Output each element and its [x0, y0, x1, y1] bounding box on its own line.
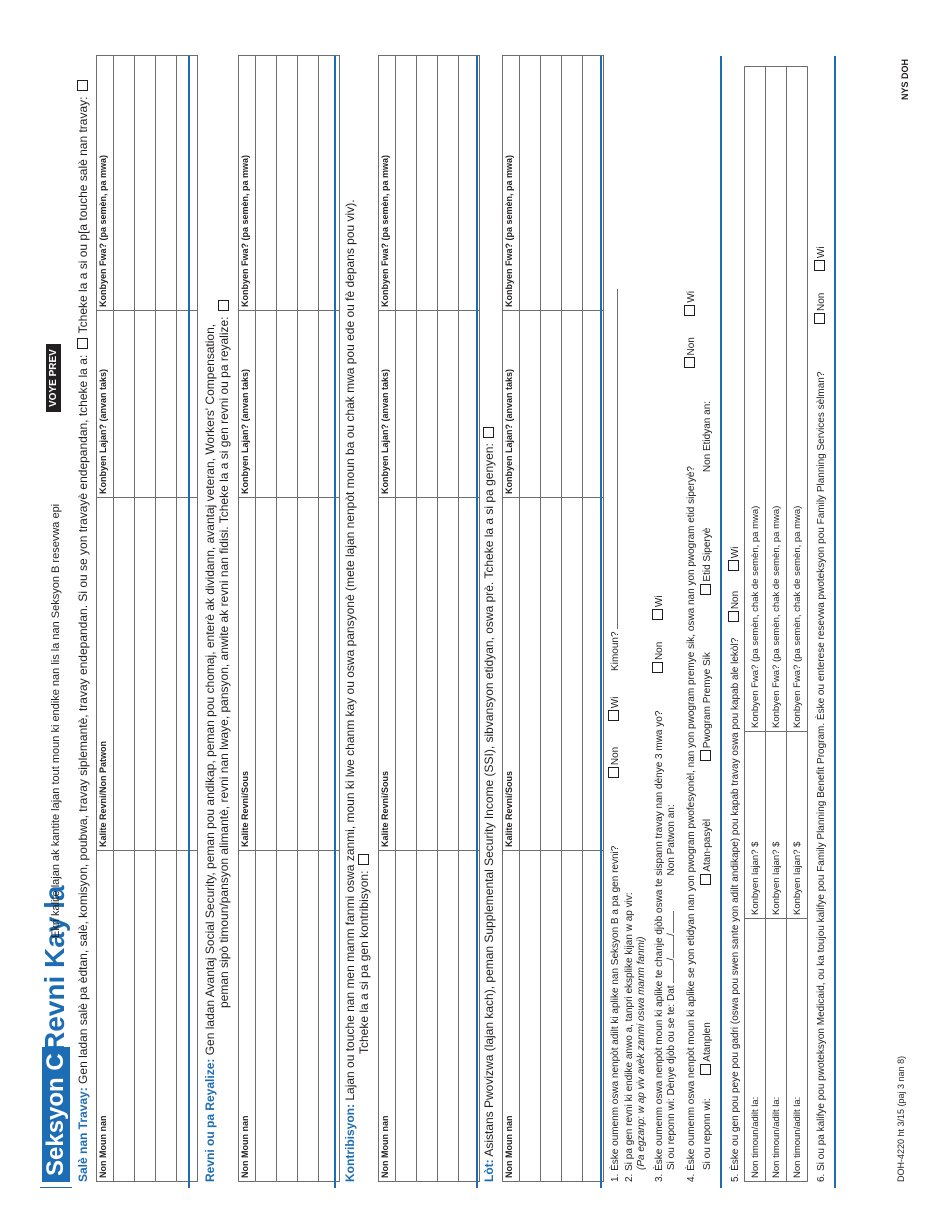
other-checkbox[interactable]: [483, 427, 494, 438]
agency-label: NYS DOH: [900, 58, 910, 100]
self-employed-checkbox[interactable]: [77, 338, 88, 349]
table-row: [438, 56, 459, 1182]
contributions-description: Lajan ou touche nan men manm fanmi oswa zanmi, moun ki lwe chanm kay ou oswa pansyonè (mete lajan nenpòt moun ba ou chak mwa pou ede ou fè depans pou viv).: [343, 199, 357, 1101]
question-5: 5. Èske ou gen pou peye pou gadri (oswa pou swen sante yon adilt andikape) pou kapab travay oswa pou kapab ale lekòl? Non Wi: [730, 546, 741, 1182]
col-amount: Konbyen Lajan? (anvan taks): [503, 311, 520, 498]
table-row: Non timoun/adilt la: Konbyen lajan? $ Konbyen Fwa? (pa semèn, chak de semèn, pa mwa): [745, 67, 766, 1182]
question-3-followup: Si ou reponn wi: Dènye djòb ou se te: Dat // Non Patwon an:: [666, 804, 677, 1170]
col-name: Non Moun nan: [239, 851, 256, 1182]
section-divider: [188, 56, 190, 1188]
contributions-text: [343, 199, 371, 1182]
date-year-field[interactable]: [673, 911, 674, 933]
table-row: Non timoun/adilt la: Konbyen lajan? $ Konbyen Fwa? (pa semèn, chak de semèn, pa mwa): [787, 67, 808, 1182]
question-4-followup: Si ou reponn wi: Atanplen Atan-pasyèl Pwogram Premye Sik Etid Siperyè Non Etidyan an:: [702, 400, 713, 1170]
unearned-checkbox[interactable]: [218, 300, 229, 311]
table-row: Non timoun/adilt la: Konbyen lajan? $ Konbyen Fwa? (pa semèn, chak de semèn, pa mwa): [766, 67, 787, 1182]
question-3: 3. Èske oumenm oswa nenpòt moun ki aplike te chanje djòb oswa te sispann travay nan dènye 3 mwa yo? Non Wi: [654, 595, 665, 1182]
table-row: [541, 56, 562, 1182]
question-1: 1. Èske oumenm oswa nenpòt adilt ki aplike nan Seksyon B a pa gen revni? Non Wi Kimoun?: [608, 289, 622, 1182]
preview-badge[interactable]: VOYE PREV: [46, 344, 61, 412]
other-text: [482, 425, 496, 1182]
unearned-description-2: peman sipò timoun/pansyon alimantè, revni nan lwaye, pansyon, anwite ak revni nan fidisi. Tcheke la a si gen revni ou pa reyalize:: [217, 316, 231, 1008]
other-label: Lòt:: [482, 1159, 496, 1182]
unearned-table: [238, 55, 340, 1182]
col-type: Kalite Revni/Non Patwon: [97, 498, 114, 851]
col-name: Non Moun nan: [503, 851, 520, 1182]
contributions-label: Kontribisyon:: [343, 1104, 357, 1182]
date-day-field[interactable]: [673, 936, 674, 958]
q5-yes-checkbox[interactable]: [728, 560, 739, 571]
col-type: Kalite Revni/Sous: [379, 498, 396, 851]
part-time-checkbox[interactable]: [700, 874, 711, 885]
graduate-checkbox[interactable]: [700, 584, 711, 595]
other-table: [502, 55, 604, 1182]
unearned-label: Revni ou pa Reyalize:: [203, 1058, 217, 1182]
section-instruction: Ekri kalite lajan ak kantite lajan tout moun ki endike nan lis la nan Seksyon B resevwa epi: [50, 503, 62, 938]
col-amount: Konbyen Lajan? (anvan taks): [239, 311, 256, 498]
col-name: Non Moun nan: [97, 851, 114, 1182]
table-row: [114, 56, 135, 1182]
table-row: [156, 56, 177, 1182]
q6-no-checkbox[interactable]: [814, 313, 825, 324]
table-row: [319, 56, 340, 1182]
undergrad-checkbox[interactable]: [700, 750, 711, 761]
q4-yes-checkbox[interactable]: [684, 305, 695, 316]
col-frequency: Konbyen Fwa? (pa semèn, pa mwa): [97, 56, 114, 311]
col-amount: Konbyen Lajan? (anvan taks): [379, 311, 396, 498]
no-salary-checkbox[interactable]: [77, 80, 88, 91]
question-6: 6. Si ou pa kalifye pou pwoteksyon Medicaid, ou ka toujou kalifye pou Family Planning Benefit Program. Èske ou enterese resevwa pwoteksyon pou Family Planning Services sèlman? Non Wi: [816, 246, 827, 1182]
q3-no-checkbox[interactable]: [652, 662, 663, 673]
other-description: Asistans Pwovizwa (lajan kach), peman Supplemental Security Income (SSI), sibvansyon etidyan, oswa prè. Tcheke la a si pa genyen:: [482, 443, 496, 1157]
contributions-description-2: Tcheke la a si pa gen kontribisyon:: [357, 870, 371, 1054]
table-row: [177, 56, 198, 1182]
question-4: 4. Èske oumenm oswa nenpòt moun ki aplike se yon etidyan nan yon pwogram pwofesyonèl, nan yon pwogram premye sik, oswa nan yon pwogram etid siperyè? Non Wi: [686, 290, 697, 1182]
table-row: [417, 56, 438, 1182]
q3-yes-checkbox[interactable]: [652, 609, 663, 620]
table-row: [562, 56, 583, 1182]
contributions-checkbox[interactable]: [358, 854, 369, 865]
q4-no-checkbox[interactable]: [684, 357, 695, 368]
q5-no-checkbox[interactable]: [728, 611, 739, 622]
col-type: Kalite Revni/Sous: [503, 498, 520, 851]
childcare-table: [744, 66, 808, 1182]
table-row: [256, 56, 277, 1182]
col-frequency: Konbyen Fwa? (pa semèn, pa mwa): [239, 56, 256, 311]
section-title: Revni Kay la: [39, 885, 70, 1052]
salary-none-text: Tcheke la a si ou p[a touche salè nan travay:: [76, 96, 90, 334]
col-type: Kalite Revni/Sous: [239, 498, 256, 851]
q1-no-checkbox[interactable]: [608, 767, 619, 778]
section-divider: [720, 56, 722, 1188]
section-divider: [600, 56, 602, 1188]
table-row: [298, 56, 319, 1182]
form-id: DOH-4220 ht 3/15 (paj 3 nan 8): [896, 1055, 906, 1182]
salary-table: [96, 55, 198, 1182]
col-frequency: Konbyen Fwa? (pa semèn, pa mwa): [379, 56, 396, 311]
col-amount: Konbyen Lajan? (anvan taks): [97, 311, 114, 498]
unearned-description: Gen ladan Avantaj Social Security, peman pou andikap, peman pou chomaj, enterè ak dividann, avantaj veteran, Workers' Compensation,: [203, 323, 217, 1056]
full-time-checkbox[interactable]: [700, 1064, 711, 1075]
header-rule: [40, 1187, 72, 1188]
section-divider: [334, 56, 336, 1188]
section-divider: [476, 56, 478, 1188]
salary-label: Salè nan Travay:: [76, 1087, 90, 1182]
salary-text: [76, 78, 90, 1182]
section-label: Seksyon C: [42, 1047, 70, 1182]
unearned-text: [203, 298, 231, 1182]
q6-yes-checkbox[interactable]: [814, 260, 825, 271]
contributions-table: [378, 55, 480, 1182]
question-2: 2. Si pa gen revni ki endike anwo a, tanpri eksplike kijan w ap viv: (Pa egzanp: w ap viv avèk zanmi oswa manm fanmi): [624, 892, 647, 1182]
table-row: [277, 56, 298, 1182]
table-row: [135, 56, 156, 1182]
salary-description: Gen ladan salè pa èdtan, salè, komisyon, poubwa, travay siplemantè, travay endepandan. Si ou se yon travayè endepandan, tcheke la a:: [76, 354, 90, 1084]
date-month-field[interactable]: [673, 961, 674, 983]
q1-who-field[interactable]: [617, 289, 618, 629]
col-frequency: Konbyen Fwa? (pa semèn, pa mwa): [503, 56, 520, 311]
table-row: [396, 56, 417, 1182]
col-name: Non Moun nan: [379, 851, 396, 1182]
q1-yes-checkbox[interactable]: [608, 710, 619, 721]
table-row: [520, 56, 541, 1182]
bottom-divider: [834, 56, 836, 1188]
